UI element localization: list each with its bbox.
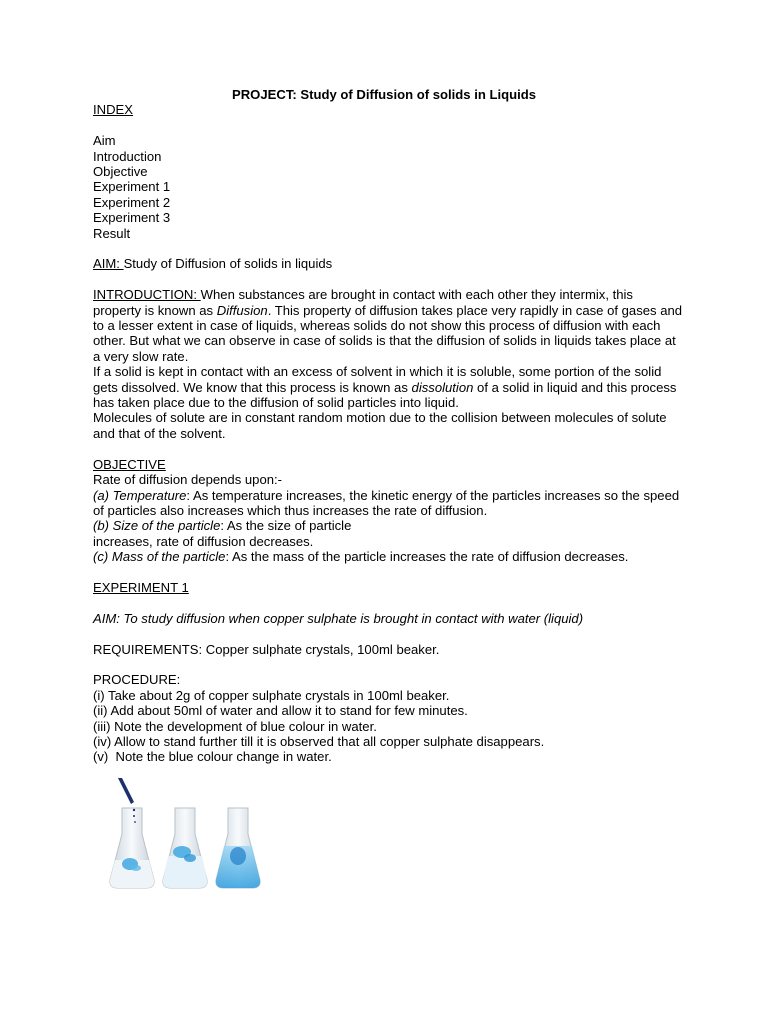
objective-heading: OBJECTIVE: [93, 456, 166, 472]
objective-item-b: (b) Size of the particle: As the size of particle: [93, 518, 352, 534]
procedure-step: (ii) Add about 50ml of water and allow it to stand for few minutes.: [93, 703, 468, 719]
index-item: Introduction: [93, 148, 162, 164]
introduction-paragraph-2: If a solid is kept in contact with an excess of solvent in which it is soluble, some portion of the solid gets dissolved. We know that this process is known as dissolution of a solid in liquid and this process has taken place due to the diffusion of solid particles into liquid.: [93, 364, 677, 411]
document-title: PROJECT: Study of Diffusion of solids in Liquids: [231, 87, 537, 102]
objective-item-a: (a) Temperature: As temperature increases, the kinetic energy of the particles increases so the speed of particles also increases which thus increases the rate of diffusion.: [93, 487, 680, 518]
objective-intro: Rate of diffusion depends upon:-: [93, 472, 283, 488]
index-item: Objective: [93, 164, 148, 180]
introduction-paragraph-1: INTRODUCTION: When substances are brought in contact with each other they intermix, this property is known as Diffusion. This property of diffusion takes place very rapidly in case of gases and to a lesser extent in case of liquids, whereas solids do not show this process of diffusion with each other. But what we can observe in case of solids is that the diffusion of solids in liquids takes place at a very slow rate.: [93, 287, 683, 364]
objective-item-b-continued: increases, rate of diffusion decreases.: [93, 533, 314, 549]
flask-icon: [163, 808, 207, 888]
index-heading: INDEX: [93, 102, 134, 118]
aim-text: Study of Diffusion of solids in liquids: [123, 256, 333, 272]
experiment1-requirements: REQUIREMENTS: Copper sulphate crystals, 100ml beaker.: [93, 641, 440, 657]
flask-icon: [216, 808, 260, 888]
procedure-heading: PROCEDURE:: [93, 672, 181, 688]
procedure-step: (iv) Allow to stand further till it is observed that all copper sulphate disappears.: [93, 733, 545, 749]
experiment1-heading: EXPERIMENT 1: [93, 579, 189, 595]
objective-item-c: (c) Mass of the particle: As the mass of the particle increases the rate of diffusion decreases.: [93, 549, 629, 565]
document-page: [93, 87, 683, 765]
index-item: Aim: [93, 133, 116, 149]
index-item: Result: [93, 225, 131, 241]
introduction-label: INTRODUCTION:: [93, 287, 201, 303]
aim-section: [93, 256, 683, 271]
experiment1-aim: AIM: To study diffusion when copper sulphate is brought in contact with water (liquid): [93, 610, 584, 626]
index-item: Experiment 1: [93, 179, 171, 195]
procedure-step: (iii) Note the development of blue colour in water.: [93, 718, 377, 734]
procedure-step: (i) Take about 2g of copper sulphate crystals in 100ml beaker.: [93, 687, 450, 703]
procedure-step: (v) Note the blue colour change in water.: [93, 749, 332, 765]
index-item: Experiment 2: [93, 194, 171, 210]
introduction-paragraph-3: Molecules of solute are in constant random motion due to the collision between molecules of solute and that of the solvent.: [93, 410, 667, 441]
aim-label: AIM:: [93, 256, 124, 272]
index-item: Experiment 3: [93, 210, 171, 226]
flasks-illustration: [100, 776, 270, 892]
flask-icon: [110, 808, 154, 888]
